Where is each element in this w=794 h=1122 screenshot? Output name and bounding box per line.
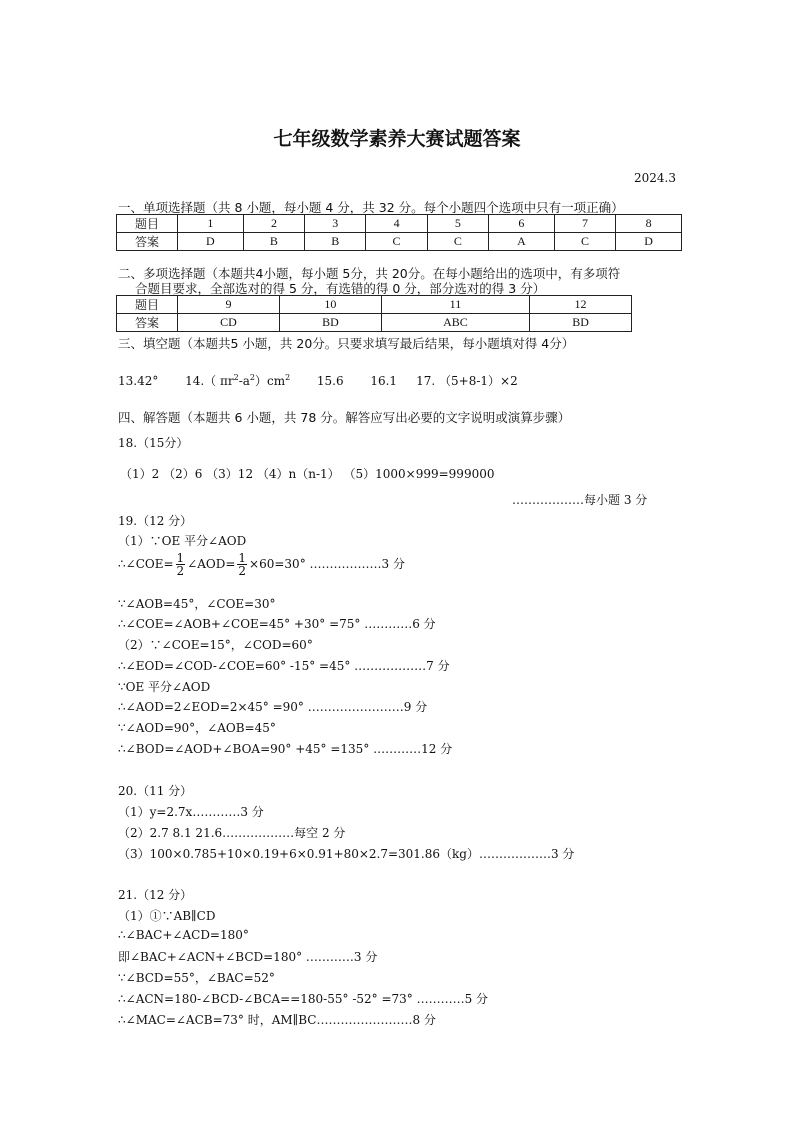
- q19-line6: ∴∠EOD=∠COD-∠COE=60° -15° =45° ………………7 分: [118, 659, 450, 673]
- q19-line2-part: ∠AOD=: [187, 557, 236, 571]
- q20-line2: （2）2.7 8.1 21.6………………每空 2 分: [118, 826, 346, 840]
- q18-title: 18.（15分）: [118, 436, 189, 450]
- q21-line4: ∵∠BCD=55°，∠BAC=52°: [118, 971, 275, 985]
- answer-15: 15.6: [316, 374, 344, 388]
- answer-cell: C: [554, 233, 615, 251]
- denominator: 2: [238, 564, 247, 578]
- q21-line3: 即∠BAC+∠ACN+∠BCD=180° …………3 分: [118, 950, 378, 964]
- question-cell: 1: [178, 215, 244, 233]
- question-cell: 3: [305, 215, 366, 233]
- answer-cell: BD: [530, 314, 632, 332]
- question-cell: 7: [554, 215, 615, 233]
- q18-line2: ………………每小题 3 分: [512, 493, 648, 507]
- answer-cell: D: [178, 233, 244, 251]
- row-label-answer: 答案: [117, 314, 178, 332]
- q21-line6: ∴∠MAC=∠ACB=73° 时，AM∥BC……………………8 分: [118, 1013, 436, 1027]
- question-cell: 11: [381, 296, 529, 314]
- q18-line1: （1）2 （2）6 （3）12 （4）n（n-1） （5）1000×999=999000: [120, 467, 495, 481]
- question-cell: 5: [427, 215, 488, 233]
- answer-cell: C: [427, 233, 488, 251]
- answer-14-part: 14.（ πr: [185, 374, 234, 388]
- numerator: 1: [238, 551, 247, 565]
- q19-title: 19.（12 分）: [118, 514, 193, 528]
- question-cell: 10: [279, 296, 381, 314]
- q19-line2-part: ∴∠COE=: [118, 557, 174, 571]
- answer-17: 17. （5+8-1）×2: [416, 374, 518, 388]
- answer-row: [117, 314, 632, 332]
- section-3-heading: 三、填空题（本题共5 小题，共 20分。只要求填写最后结果，每小题填对得 4分）: [118, 336, 575, 351]
- question-cell: 6: [489, 215, 555, 233]
- q20-line1: （1）y=2.7x…………3 分: [118, 805, 264, 819]
- answer-cell: D: [616, 233, 682, 251]
- q19-line1: （1）∵OE 平分∠AOD: [118, 534, 247, 548]
- q21-title: 21.（12 分）: [118, 888, 193, 902]
- q19-line10: ∴∠BOD=∠AOD+∠BOA=90° +45° =135° …………12 分: [118, 742, 453, 756]
- q19-line4: ∴∠COE=∠AOB+∠COE=45° +30° =75° …………6 分: [118, 617, 436, 631]
- question-cell: 2: [243, 215, 304, 233]
- question-cell: 9: [178, 296, 280, 314]
- denominator: 2: [176, 564, 185, 578]
- answer-cell: C: [366, 233, 427, 251]
- answer-13: 13.42°: [118, 374, 159, 388]
- row-label-answer: 答案: [117, 233, 178, 251]
- question-cell: 8: [616, 215, 682, 233]
- page-title: 七年级数学素养大赛试题答案: [273, 128, 521, 150]
- q19-line8: ∴∠AOD=2∠EOD=2×45° =90° ……………………9 分: [118, 700, 428, 714]
- question-cell: 12: [530, 296, 632, 314]
- fill-in-answers: [118, 372, 518, 389]
- section-4-heading: 四、解答题（本题共 6 小题，共 78 分。解答应写出必要的文字说明或演算步骤）: [118, 410, 571, 425]
- q19-line7: ∵OE 平分∠AOD: [118, 680, 211, 694]
- fraction: [176, 552, 186, 577]
- date: 2024.3: [634, 171, 676, 185]
- q20-title: 20.（11 分）: [118, 784, 193, 798]
- q19-line9: ∵∠AOD=90°，∠AOB=45°: [118, 721, 276, 735]
- row-label-question: 题目: [117, 215, 178, 233]
- answer-14-sup: 2: [285, 373, 291, 382]
- answer-14-sup: 2: [249, 373, 255, 382]
- q20-line3: （3）100×0.785+10×0.19+6×0.91+80×2.7=301.86（kg）………………3 分: [118, 847, 575, 861]
- answer-cell: BD: [279, 314, 381, 332]
- answer-14: [185, 374, 290, 388]
- section-2-heading-line2: 合题目要求，全部选对的得 5 分，有选错的得 0 分，部分选对的得 3 分）: [135, 281, 546, 296]
- q21-line2: ∴∠BAC+∠ACD=180°: [118, 928, 249, 942]
- answer-row: [117, 233, 682, 251]
- answer-14-sup: 2: [233, 373, 239, 382]
- answer-14-part: ）cm: [255, 374, 286, 388]
- answer-14-part: -a: [238, 374, 250, 388]
- q19-line2: [118, 552, 405, 577]
- q21-line5: ∴∠ACN=180-∠BCD-∠BCA==180-55° -52° =73° …………5 分: [118, 992, 489, 1006]
- answer-cell: B: [243, 233, 304, 251]
- question-row: [117, 296, 632, 314]
- q19-line2-part: ×60=30° ………………3 分: [249, 557, 405, 571]
- answer-cell: CD: [178, 314, 280, 332]
- answer-cell: A: [489, 233, 555, 251]
- answer-cell: ABC: [381, 314, 529, 332]
- section-2-heading-line1: 二、多项选择题（本题共4小题，每小题 5分，共 20分。在每小题给出的选项中，有多项符: [118, 266, 621, 281]
- answer-16: 16.1: [370, 374, 398, 388]
- answer-cell: B: [305, 233, 366, 251]
- multiple-choice-table: [116, 295, 632, 332]
- row-label-question: 题目: [117, 296, 178, 314]
- question-row: [117, 215, 682, 233]
- fraction: [237, 552, 247, 577]
- q19-line3: ∵∠AOB=45°，∠COE=30°: [118, 597, 276, 611]
- question-cell: 4: [366, 215, 427, 233]
- single-choice-table: [116, 214, 682, 251]
- numerator: 1: [176, 551, 185, 565]
- q21-line1: （1）①∵AB∥CD: [118, 909, 216, 923]
- section-1-heading: 一、单项选择题（共 8 小题，每小题 4 分，共 32 分。每个小题四个选项中只有一项正确）: [118, 200, 624, 215]
- q19-line5: （2）∵∠COE=15°，∠COD=60°: [118, 638, 313, 652]
